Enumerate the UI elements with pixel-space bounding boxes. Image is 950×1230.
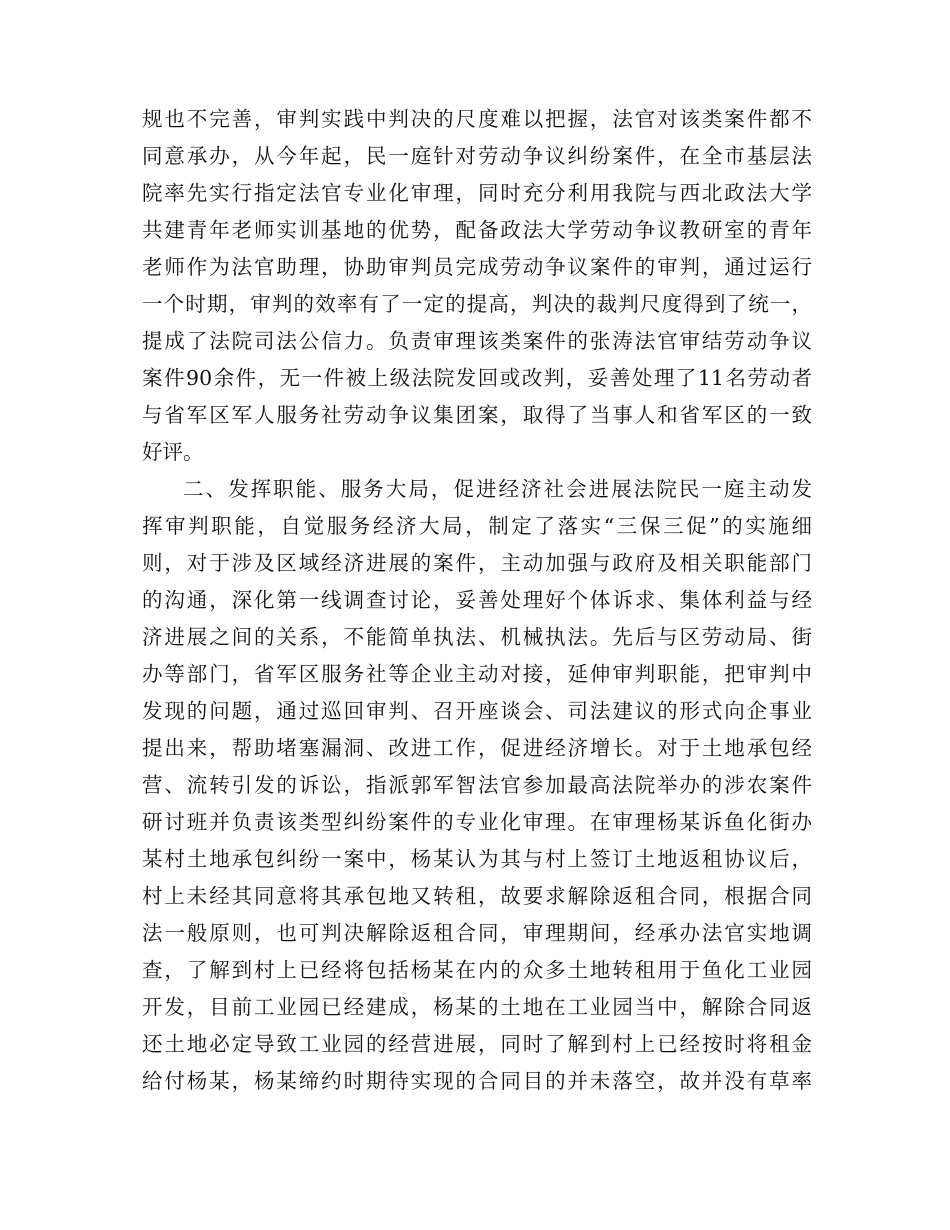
text-line: 还土地必定导致工业园的经营进展，同时了解到村上已经按时将租金 (142, 1032, 812, 1056)
text-line: 则，对于涉及区域经济进展的案件，主动加强与政府及相关职能部门 (142, 551, 812, 575)
text-line: 与省军区军人服务社劳动争议集团案，取得了当事人和省军区的一致 (142, 403, 812, 427)
text-line: 好评。 (142, 440, 204, 464)
text-line: 案件90余件，无一件被上级法院发回或改判，妥善处理了11名劳动者 (142, 366, 812, 390)
text-line: 营、流转引发的诉讼，指派郭军智法官参加最高法院举办的涉农案件 (142, 773, 812, 797)
paragraph-1 (142, 101, 812, 471)
text-line: 法一般原则，也可判决解除返租合同，审理期间，经承办法官实地调 (142, 921, 812, 945)
text-line: 查，了解到村上已经将包括杨某在内的众多土地转租用于鱼化工业园 (142, 958, 812, 982)
text-line: 办等部门，省军区服务社等企业主动对接，延伸审判职能，把审判中 (142, 662, 812, 686)
text-line: 老师作为法官助理，协助审判员完成劳动争议案件的审判，通过运行 (142, 255, 812, 279)
text-line: 院率先实行指定法官专业化审理，同时充分利用我院与西北政法大学 (142, 181, 812, 205)
text-line: 二、发挥职能、服务大局，促进经济社会进展法院民一庭主动发 (183, 477, 812, 501)
text-line: 的沟通，深化第一线调查讨论，妥善处理好个体诉求、集体利益与经 (142, 588, 812, 612)
text-line: 共建青年老师实训基地的优势，配备政法大学劳动争议教研室的青年 (142, 218, 812, 242)
text-line: 提出来，帮助堵塞漏洞、改进工作，促进经济增长。对于土地承包经 (142, 736, 812, 760)
text-line: 济进展之间的关系，不能简单执法、机械执法。先后与区劳动局、街 (142, 625, 812, 649)
text-line: 同意承办，从今年起，民一庭针对劳动争议纠纷案件，在全市基层法 (142, 144, 812, 168)
text-line: 给付杨某，杨某缔约时期待实现的合同目的并未落空，故并没有草率 (142, 1069, 812, 1093)
text-line: 开发，目前工业园已经建成，杨某的土地在工业园当中，解除合同返 (142, 995, 812, 1019)
text-line: 规也不完善，审判实践中判决的尺度难以把握，法官对该类案件都不 (142, 107, 812, 131)
text-line: 某村土地承包纠纷一案中，杨某认为其与村上签订土地返租协议后， (142, 847, 812, 871)
text-line: 挥审判职能，自觉服务经济大局，制定了落实“三保三促”的实施细 (142, 514, 812, 538)
paragraph-2 (142, 471, 812, 1100)
text-line: 提成了法院司法公信力。负责审理该类案件的张涛法官审结劳动争议 (142, 329, 812, 353)
document-page (142, 101, 812, 1100)
text-line: 发现的问题，通过巡回审判、召开座谈会、司法建议的形式向企事业 (142, 699, 812, 723)
text-line: 一个时期，审判的效率有了一定的提高，判决的裁判尺度得到了统一， (142, 292, 812, 316)
text-line: 研讨班并负责该类型纠纷案件的专业化审理。在审理杨某诉鱼化街办 (142, 810, 812, 834)
text-line: 村上未经其同意将其承包地又转租，故要求解除返租合同，根据合同 (142, 884, 812, 908)
